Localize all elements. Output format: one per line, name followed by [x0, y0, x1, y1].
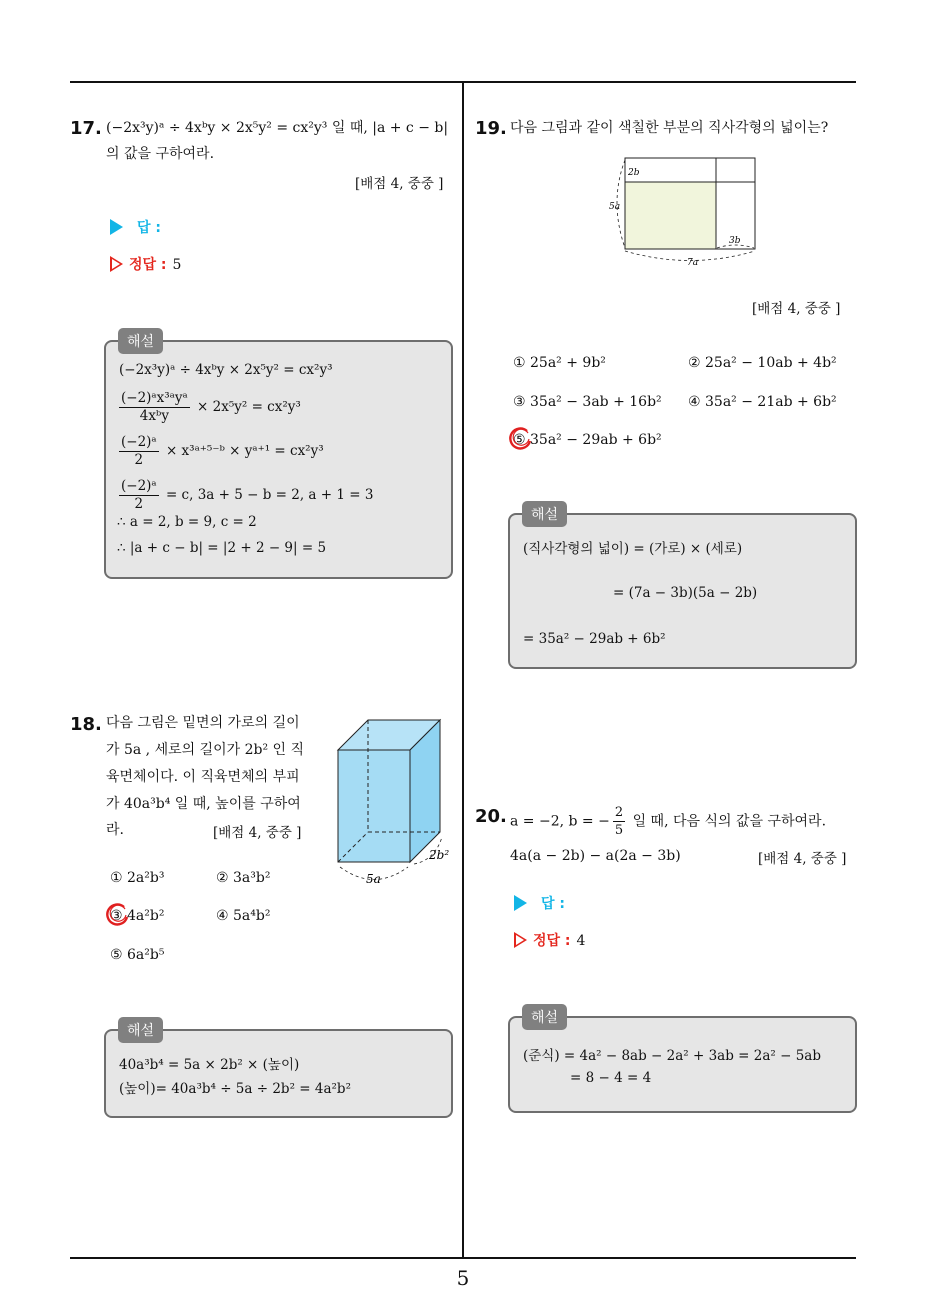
- q20-meta: [배점 4, 중중 ]: [758, 851, 847, 867]
- q19-ex-line2: = (7a − 3b)(5a − 2b): [613, 585, 758, 601]
- q19-choice-1[interactable]: ① 25a² + 9b²: [513, 355, 606, 371]
- q17-ex-line1: (−2x³y)ᵃ ÷ 4xᵇy × 2x⁵y² = cx²y³: [119, 362, 333, 378]
- q17-ex-line3: $\frac{\text{(−2)ᵃ}}{2}$ × x³ᵃ⁺⁵⁻ᵇ × yᵃ⁺¹ = cx²y³: [121, 434, 324, 468]
- q17-explanation-box: [104, 340, 453, 579]
- q17-correct-answer: 정답 : 5: [110, 254, 181, 274]
- q18-fig-label-5a: 5a: [366, 872, 381, 886]
- q19-explanation-box: [508, 513, 857, 669]
- outline-triangle-icon: [514, 932, 527, 948]
- q18-answer-mark-icon: [104, 902, 130, 928]
- q19-choice-3[interactable]: ③ 35a² − 3ab + 16b²: [513, 394, 662, 410]
- q17-meta: [배점 4, 중중 ]: [355, 176, 444, 192]
- question-number-19: 19.: [475, 118, 507, 139]
- q20-answer-field[interactable]: 답 :: [514, 893, 565, 913]
- q19-meta: [배점 4, 중중 ]: [752, 301, 841, 317]
- q20-text-line1: a = −2, b = − $\frac{2}{5}$ 일 때, 다음 식의 값을 구하여라.: [510, 805, 827, 838]
- q18-text-line2: 가 5a , 세로의 길이가 2b² 인 직: [106, 742, 305, 758]
- q18-text-line3: 육면체이다. 이 직육면체의 부피: [106, 769, 300, 785]
- column-divider: [462, 82, 464, 1258]
- q18-choice-2[interactable]: ② 3a³b²: [216, 870, 271, 886]
- q19-text-line1: 다음 그림과 같이 색칠한 부분의 직사각형의 넓이는?: [510, 120, 829, 136]
- q18-cuboid-figure: [330, 712, 455, 892]
- page-number: 5: [456, 1266, 470, 1290]
- bottom-rule: [70, 1257, 856, 1259]
- q20-explanation-tag: 해설: [522, 1004, 567, 1030]
- q18-ex-line2: (높이)= 40a³b⁴ ÷ 5a ÷ 2b² = 4a²b²: [119, 1081, 351, 1097]
- q17-ex-line5: ∴ a = 2, b = 9, c = 2: [117, 514, 257, 530]
- outline-triangle-icon: [110, 256, 123, 272]
- q20-ex-line2: = 8 − 4 = 4: [570, 1070, 652, 1086]
- q18-text-line1: 다음 그림은 밑면의 가로의 길이: [106, 715, 300, 731]
- q19-answer-mark-icon: [507, 426, 533, 452]
- q18-text-line5: 라.: [106, 822, 124, 838]
- q19-ex-line3: = 35a² − 29ab + 6b²: [523, 631, 666, 647]
- play-icon: [514, 895, 527, 911]
- q20-ex-line1: (준식) = 4a² − 8ab − 2a² + 3ab = 2a² − 5ab: [523, 1048, 821, 1064]
- q18-choice-5[interactable]: ⑤ 6a²b⁵: [110, 947, 165, 963]
- q17-text-line1: (−2x³y)ᵃ ÷ 4xᵇy × 2x⁵y² = cx²y³ 일 때, |a + c − b|: [106, 120, 449, 136]
- q18-meta: [배점 4, 중중 ]: [213, 825, 302, 841]
- q19-explanation-tag: 해설: [522, 501, 567, 527]
- question-number-20: 20.: [475, 806, 507, 827]
- q17-text-line2: 의 값을 구하여라.: [106, 146, 215, 162]
- q18-choice-3[interactable]: ③ 4a²b²: [110, 908, 165, 924]
- q18-choice-4[interactable]: ④ 5a⁴b²: [216, 908, 271, 924]
- question-number-18: 18.: [70, 714, 102, 735]
- q18-choice-1[interactable]: ① 2a²b³: [110, 870, 165, 886]
- q18-text-line4: 가 40a³b⁴ 일 때, 높이를 구하여: [106, 796, 301, 812]
- q17-ex-line2: $\frac{\text{(−2)ᵃx³ᵃyᵃ}}{\text{4xᵇy}}$ × 2x⁵y² = cx²y³: [121, 390, 301, 424]
- q18-explanation-tag: 해설: [118, 1017, 163, 1043]
- q17-explanation-tag: 해설: [118, 328, 163, 354]
- q17-ex-line6: ∴ |a + c − b| = |2 + 2 − 9| = 5: [117, 540, 327, 556]
- q20-correct-answer: 정답 : 4: [514, 930, 585, 950]
- q20-expression: 4a(a − 2b) − a(2a − 3b): [510, 848, 681, 864]
- q18-fig-label-2b2: 2b²: [429, 848, 450, 862]
- q19-fig-label-7a: 7a: [687, 258, 699, 268]
- q19-choice-2[interactable]: ② 25a² − 10ab + 4b²: [688, 355, 837, 371]
- q17-answer-field[interactable]: 답 :: [110, 217, 161, 237]
- q19-choice-4[interactable]: ④ 35a² − 21ab + 6b²: [688, 394, 837, 410]
- q19-rectangle-figure: [605, 152, 765, 272]
- q20-explanation-box: [508, 1016, 857, 1113]
- q19-fig-label-2b: 2b: [628, 168, 640, 178]
- play-icon: [110, 219, 123, 235]
- q19-fig-label-5a: 5a: [609, 202, 621, 212]
- q19-choice-5[interactable]: ⑤ 35a² − 29ab + 6b²: [513, 432, 662, 448]
- question-number-17: 17.: [70, 118, 102, 139]
- q18-ex-line1: 40a³b⁴ = 5a × 2b² × (높이): [119, 1057, 300, 1073]
- q19-ex-line1: (직사각형의 넓이) = (가로) × (세로): [523, 541, 743, 557]
- q17-ex-line4: $\frac{\text{(−2)ᵃ}}{2}$ = c, 3a + 5 − b = 2, a + 1 = 3: [121, 478, 374, 512]
- q19-fig-label-3b: 3b: [729, 236, 741, 246]
